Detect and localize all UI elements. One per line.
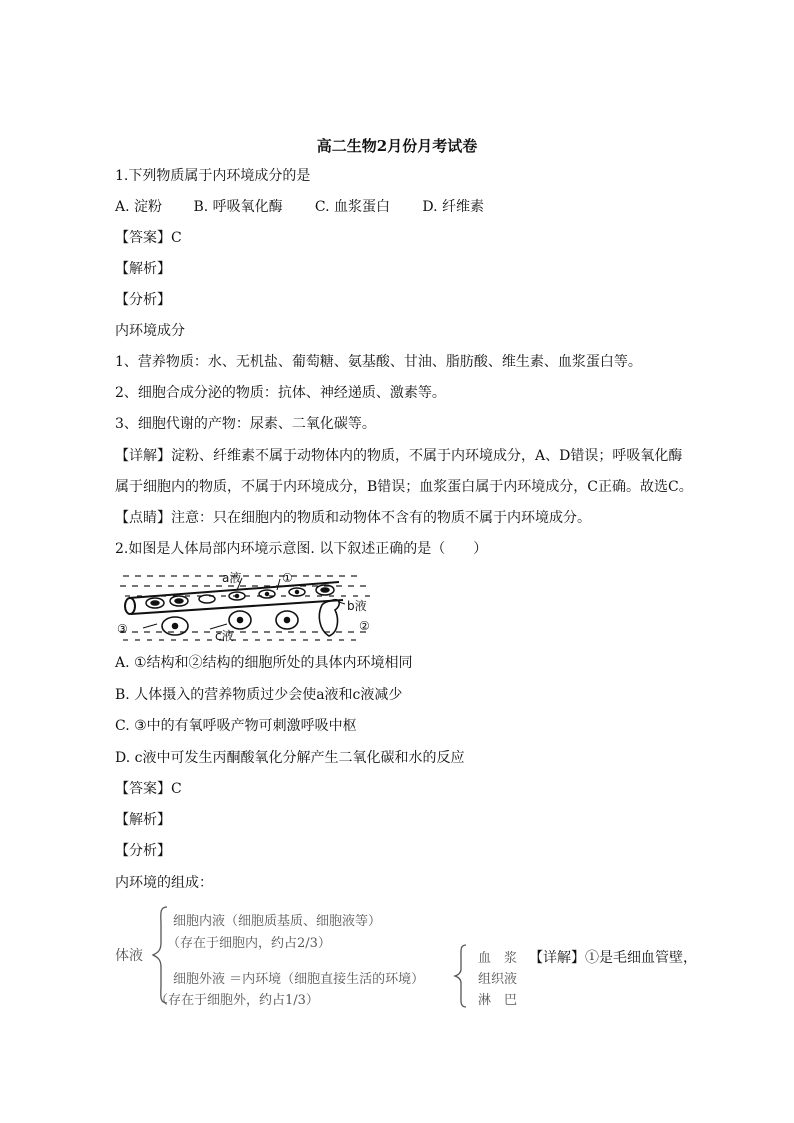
q2-option-a: A. ①结构和②结构的细胞所处的具体内环境相同 [115,655,413,671]
q2-answer: 【答案】C [115,781,182,797]
figure-label-3: ③ [117,622,128,636]
figure-label-a: a液 [222,571,242,585]
q1-analysis-line: 1、营养物质：水、无机盐、葡萄糖、氨基酸、甘油、脂肪酸、维生素、血浆蛋白等。 [115,354,642,370]
question-1-stem: 1.下列物质属于内环境成分的是 [115,168,311,184]
tree-root: 体液 [115,948,143,964]
q2-option-b: B. 人体摄入的营养物质过少会使a液和c液减少 [115,687,403,703]
question-2-stem: 2.如图是人体局部内环境示意图. 以下叙述正确的是（ ） [115,541,488,557]
q1-analysis-line: 内环境成分 [115,323,185,339]
q1-answer: 【答案】C [115,230,182,246]
tree-extracellular: 细胞外液 ＝内环境（细胞直接生活的环境） [173,972,425,987]
q1-fenxi-heading: 【分析】 [115,292,171,308]
inner-environment-figure [117,570,374,642]
q2-option-d: D. c液中可发生丙酮酸氧化分解产生二氧化碳和水的反应 [115,750,465,766]
figure-label-c: c液 [215,629,234,642]
q1-option-a: A. 淀粉 [115,199,163,215]
q2-option-c: C. ③中的有氧呼吸产物可刺激呼吸中枢 [115,718,357,734]
q1-option-b: B. 呼吸氧化酶 [193,199,283,215]
q2-jiexi-heading: 【解析】 [115,812,171,828]
tree-extracellular-note: （存在于细胞外，约占1/3） [155,993,319,1008]
q1-tip: 【点睛】注意：只在细胞内的物质和动物体不含有的物质不属于内环境成分。 [115,510,591,526]
q1-analysis-line: 2、细胞合成分泌的物质：抗体、神经递质、激素等。 [115,385,446,401]
tree-leaf-tissue-fluid: 组织液 [478,972,518,987]
figure-label-b: b液 [347,599,367,613]
q2-analysis-title: 内环境的组成： [115,875,213,891]
tree-intracellular: 细胞内液（细胞质基质、细胞液等） [173,914,382,929]
tree-leaf-lymph: 淋 巴 [478,993,518,1008]
figure-label-2: ② [359,619,370,633]
tree-intracellular-note: （存在于细胞内，约占2/3） [167,936,331,951]
q1-detail-line: 属于细胞内的物质，不属于内环境成分，B错误；血浆蛋白属于内环境成分，C正确。故选C。 [115,479,693,495]
q1-option-d: D. 纤维素 [422,199,484,215]
question-1-options [115,198,484,216]
right-brace-icon [453,943,469,1009]
figure-label-1: ① [282,571,293,585]
q1-analysis-line: 3、细胞代谢的产物：尿素、二氧化碳等。 [115,416,376,432]
q1-jiexi-heading: 【解析】 [115,261,171,277]
document-title: 高二生物2月份月考试卷 [316,137,478,155]
q2-fenxi-heading: 【分析】 [115,843,171,859]
body-fluid-tree [115,905,715,1015]
q2-detail-start: 【详解】①是毛细血管壁， [529,950,697,966]
q1-option-c: C. 血浆蛋白 [314,199,391,215]
tree-leaf-plasma: 血 浆 [478,951,518,966]
q1-detail-line: 【详解】淀粉、纤维素不属于动物体内的物质，不属于内环境成分，A、D错误；呼吸氧化酶 [115,448,683,464]
